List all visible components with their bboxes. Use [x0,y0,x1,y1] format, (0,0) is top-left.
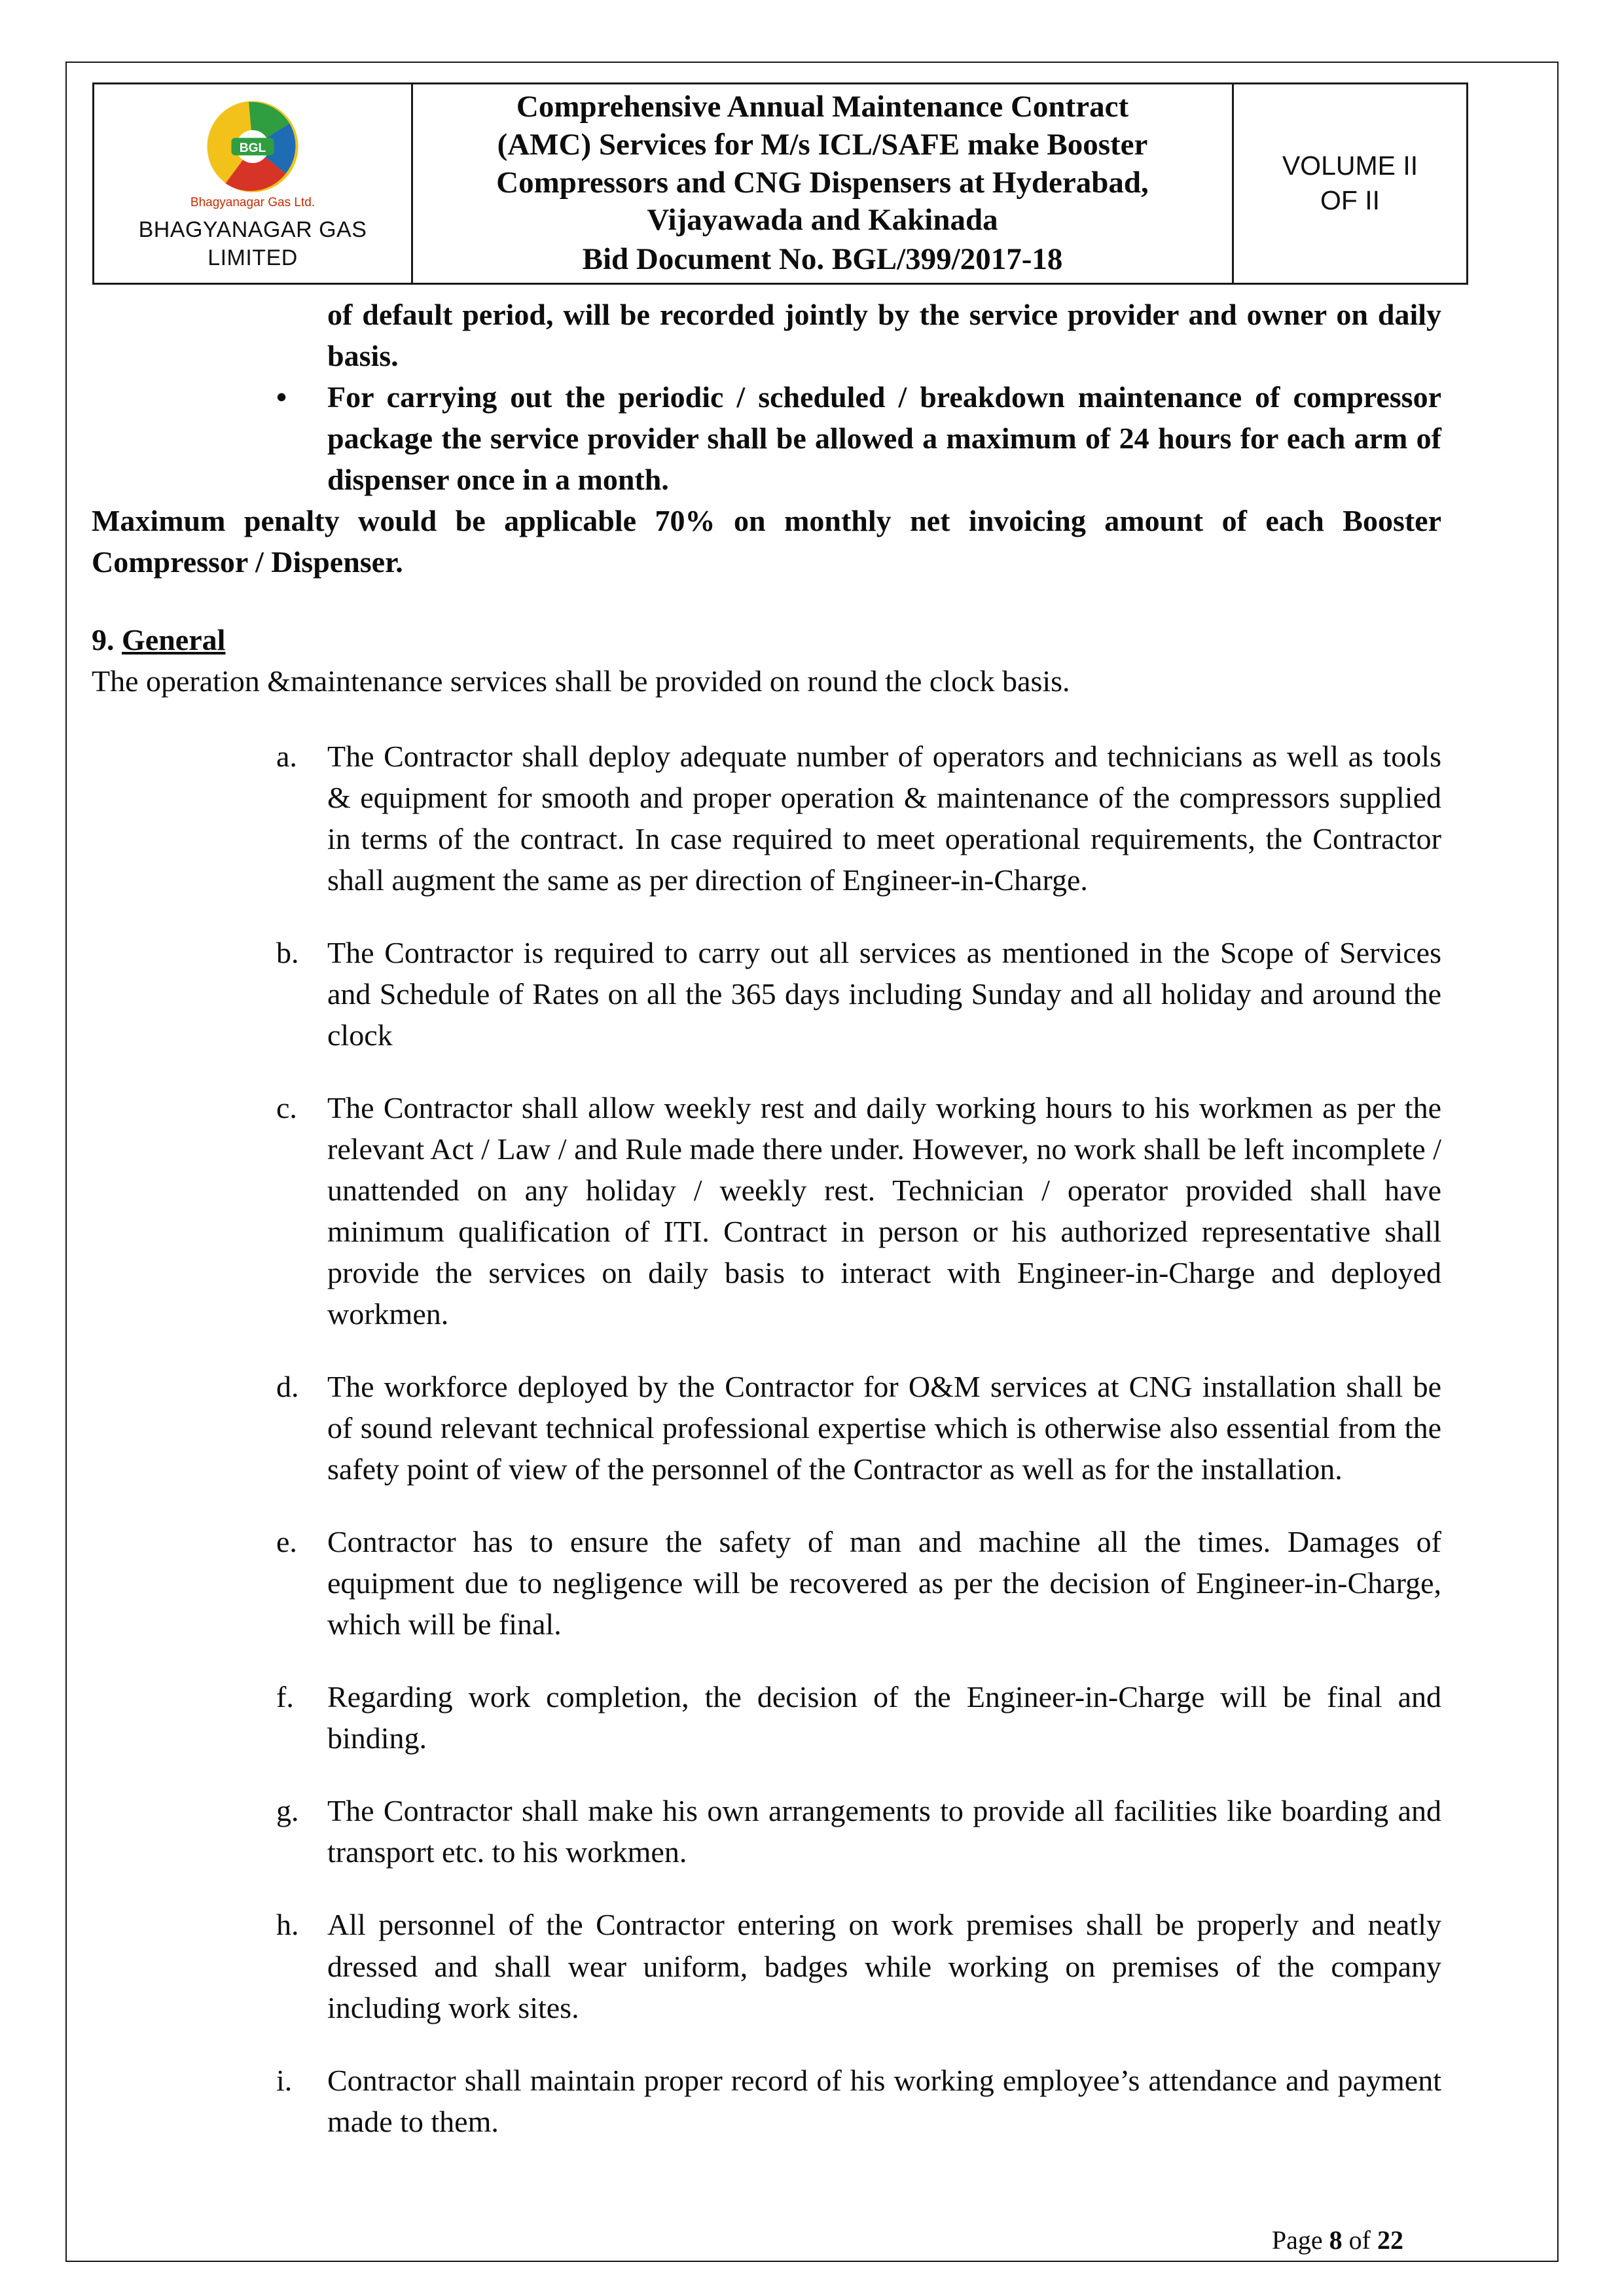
header-volume-cell [1233,84,1468,284]
list-item [92,1366,1441,1490]
bullet-icon: • [276,380,287,414]
list-item [92,1521,1441,1645]
header-table [92,82,1468,285]
section-title: General [122,623,226,657]
list-item-label: g. [276,1794,299,1828]
list-item-label: a. [276,740,297,774]
list-item [92,1904,1441,2028]
page-footer [1272,2225,1403,2255]
footer-of-word: of [1342,2225,1377,2255]
list-item-label: d. [276,1370,299,1404]
bullet-text: For carrying out the periodic / scheduled / breakdown maintenance of compressor package the service provider shall be allowed a maximum of 24 hours for each arm of dispenser once in a month. [327,380,1441,497]
list-item [92,1790,1441,1873]
org-name-line1: BHAGYANAGAR GAS [138,217,367,243]
header-title-cell [412,84,1233,284]
list-item-text: The Contractor is required to carry out all services as mentioned in the Scope of Services and Schedule of Rates on all the 365 days including Sunday and all holiday and around the clock [327,936,1441,1052]
doc-title-line: Comprehensive Annual Maintenance Contract [516,90,1129,124]
org-name-line2: LIMITED [208,245,298,270]
list-item [92,1676,1441,1759]
section-number: 9. [92,623,122,657]
list-item-text: The Contractor shall deploy adequate number of operators and technicians as well as tools & equipment for smooth and proper operation & maintenance of the compressors supplied in terms of the contract. In case required to meet operational requirements, the Contractor shall augment the same as per direction of Engineer-in-Charge. [327,740,1441,897]
list-item [92,2060,1441,2142]
doc-title-line: Compressors and CNG Dispensers at Hyderabad, [496,165,1149,200]
bid-document-number: Bid Document No. BGL/399/2017-18 [582,242,1063,277]
list-item-label: h. [276,1908,299,1942]
list-item-text: The workforce deployed by the Contractor for O&M services at CNG installation shall be of sound relevant technical professional expertise which is otherwise also essential from the safety point of view of the personnel of the Contractor as well as for the installation. [327,1370,1441,1486]
list-item [92,736,1441,901]
section-intro: The operation &maintenance services shall be provided on round the clock basis. [92,664,1070,698]
org-name [101,216,405,272]
list-item-label: i. [276,2063,293,2097]
list-item-label: e. [276,1525,297,1559]
list-item-label: b. [276,936,299,970]
logo-acronym-text: BGL [239,141,266,155]
bullet-item [92,376,1441,500]
list-item-text: The Contractor shall make his own arrangements to provide all facilities like boarding and transport etc. to his workmen. [327,1794,1441,1869]
list-item-text: Contractor has to ensure the safety of man and machine all the times. Damages of equipment due to negligence will be recovered as per the decision of Engineer-in-Charge, which will be final. [327,1525,1441,1641]
list-item-text: Contractor shall maintain proper record of his working employee’s attendance and payment made to them. [327,2063,1441,2138]
volume-line2: OF II [1320,185,1380,216]
footer-page-number: 8 [1329,2225,1343,2255]
section-heading [92,619,1441,660]
list-item-text: Regarding work completion, the decision of the Engineer-in-Charge will be final and binding. [327,1680,1441,1755]
document-body [92,294,1441,2142]
page-border [65,62,1559,2262]
header-logo-cell [94,84,412,284]
logo-tagline: Bhagyanagar Gas Ltd. [190,195,316,209]
list-item-label: f. [276,1680,294,1714]
penalty-paragraph: Maximum penalty would be applicable 70% on monthly net invoicing amount of each Booster Compressor / Dispenser. [92,504,1441,579]
bgl-logo-icon [204,98,301,195]
volume-line1: VOLUME II [1282,151,1418,181]
doc-title-line: (AMC) Services for M/s ICL/SAFE make Booster [497,127,1148,162]
list-item [92,1087,1441,1335]
list-item [92,932,1441,1056]
continuation-paragraph: of default period, will be recorded jointly by the service provider and owner on daily basis. [327,297,1441,372]
list-item-text: All personnel of the Contractor entering on work premises shall be properly and neatly dressed and shall wear uniform, badges while working on premises of the company including work sites. [327,1908,1441,2024]
list-item-text: The Contractor shall allow weekly rest and daily working hours to his workmen as per the relevant Act / Law / and Rule made there under. However, no work shall be left incomplete / unattended on any holiday / weekly rest. Technician / operator provided shall have minimum qualification of ITI. Contract in person or his authorized representative shall provide the services on daily basis to interact with Engineer-in-Charge and deployed workmen. [327,1091,1441,1331]
footer-total-pages: 22 [1377,2225,1403,2255]
lettered-list [92,736,1441,2142]
doc-title-line: Vijayawada and Kakinada [647,203,998,238]
footer-page-word: Page [1271,2225,1329,2255]
list-item-label: c. [276,1091,297,1125]
